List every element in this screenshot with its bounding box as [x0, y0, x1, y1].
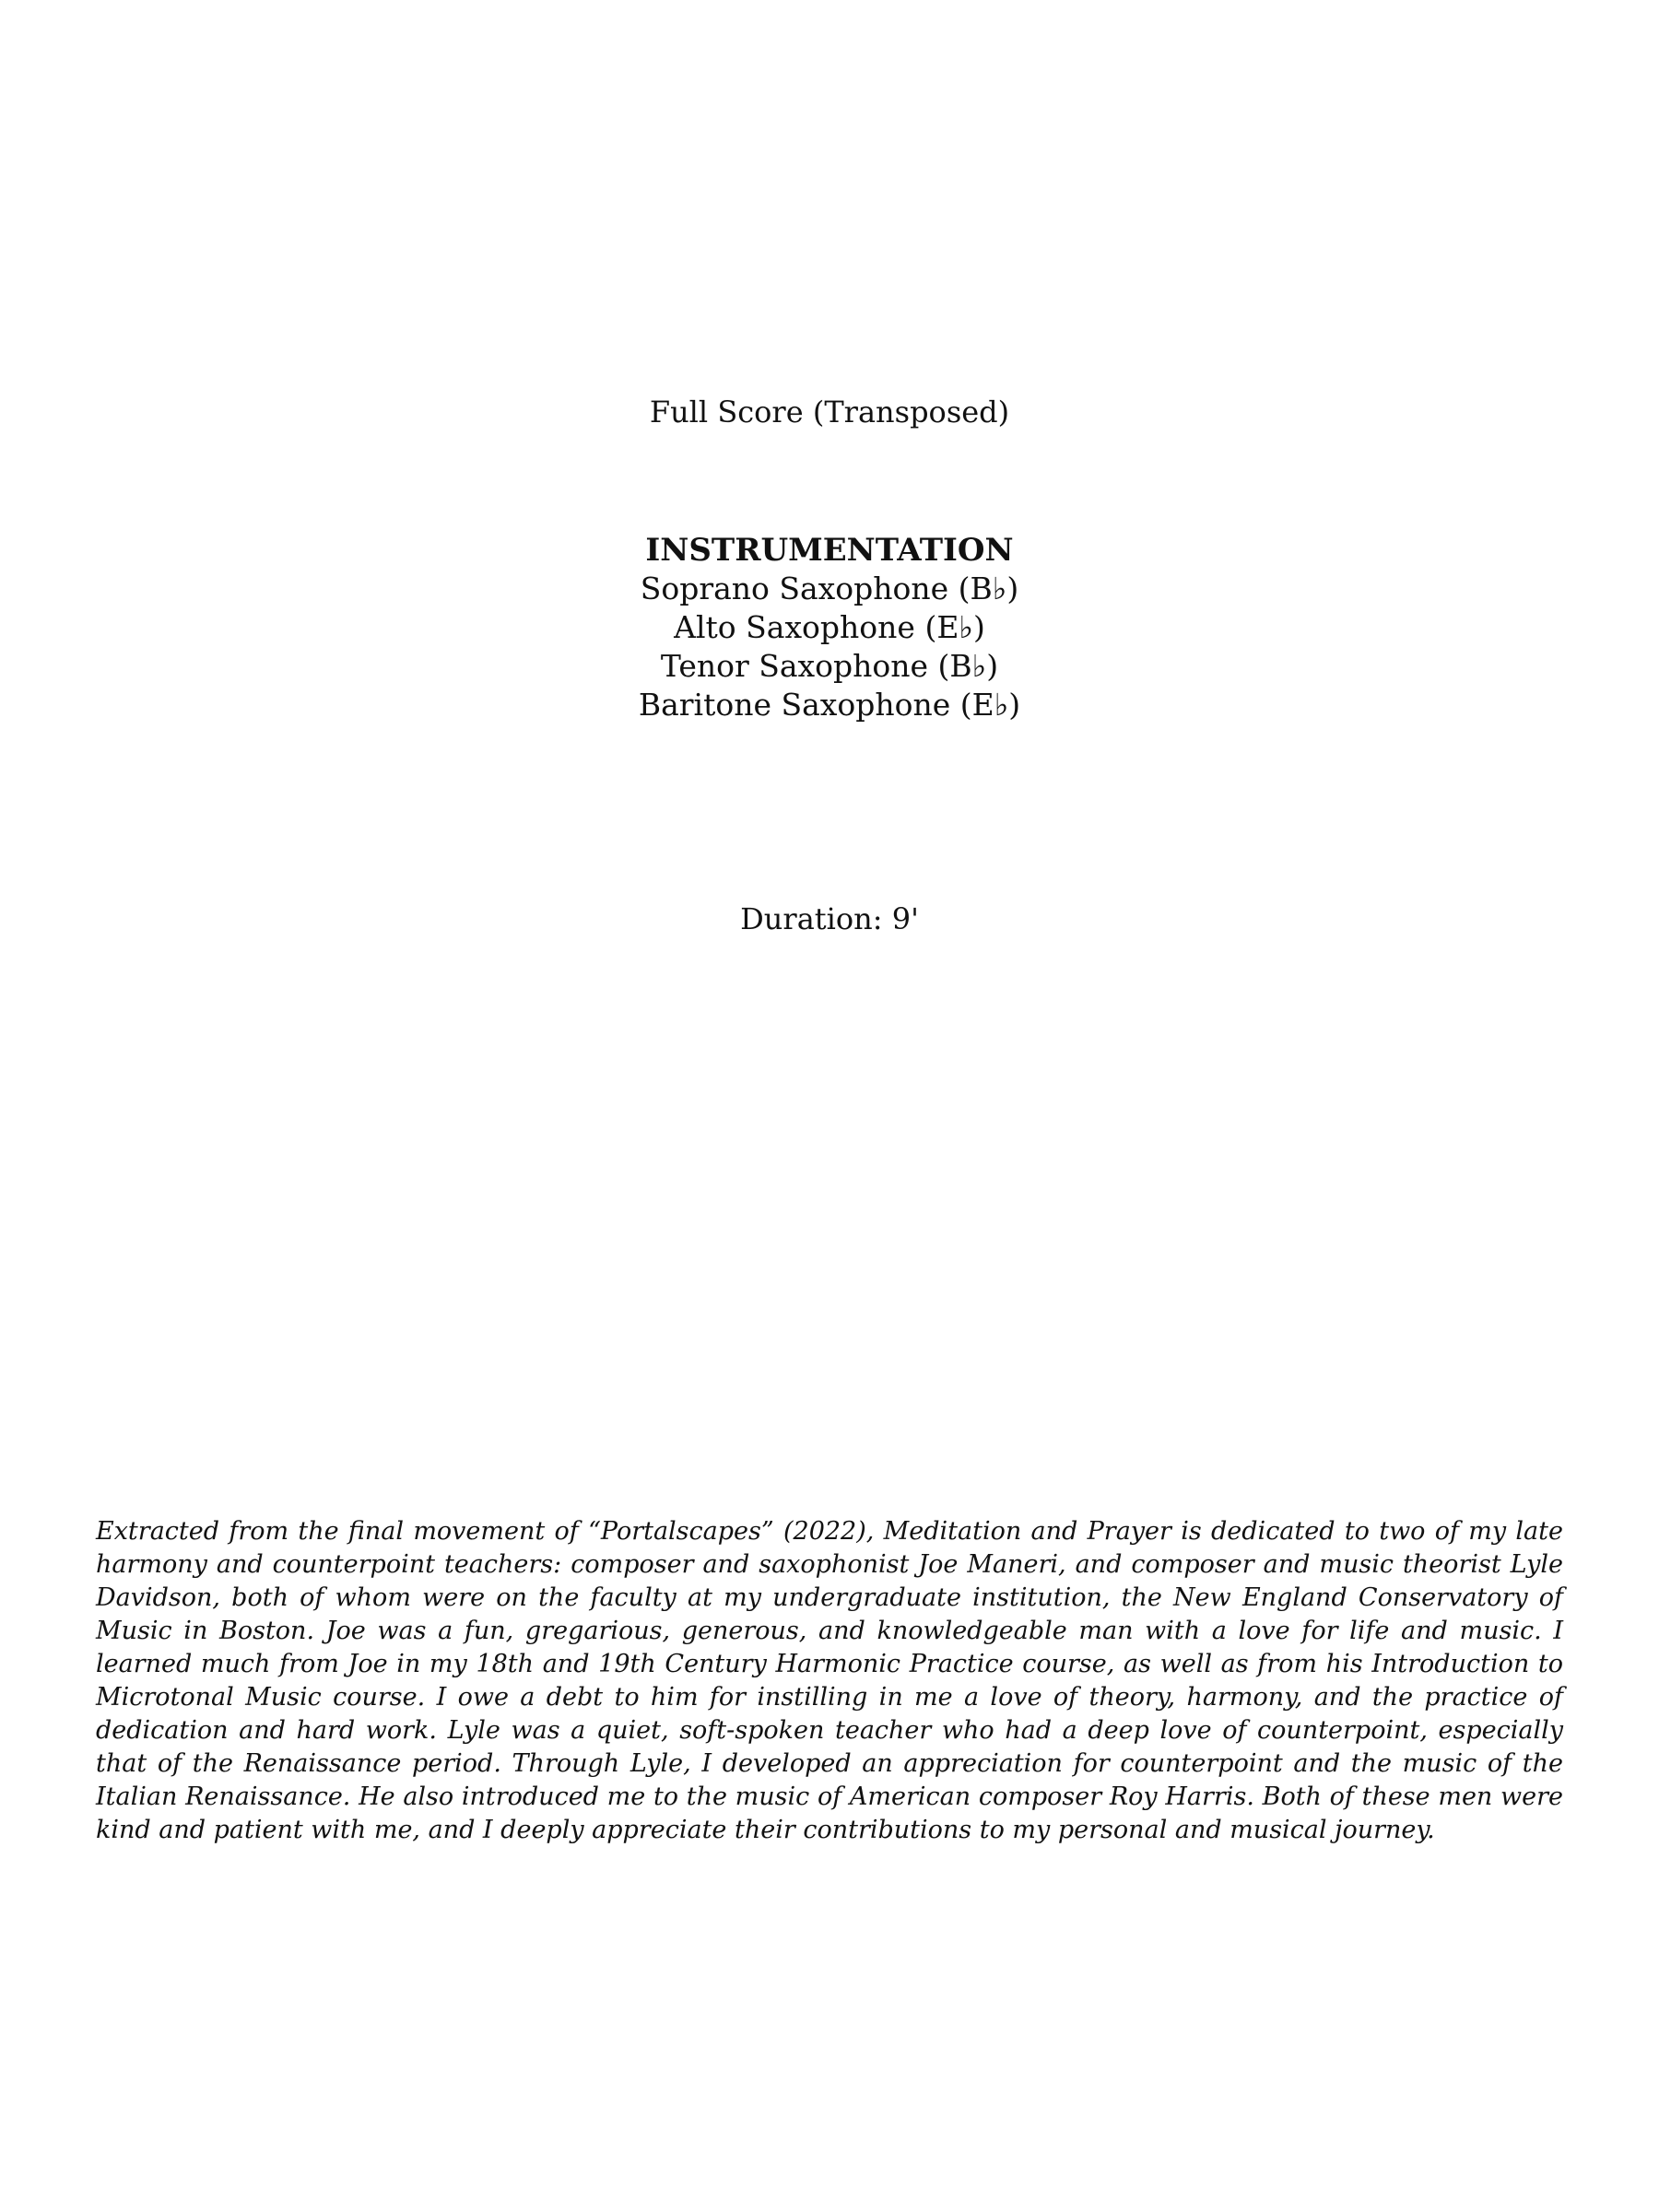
instrument-soprano-saxophone: Soprano Saxophone (B♭): [640, 570, 1019, 606]
score-type-label: Full Score (Transposed): [649, 394, 1010, 429]
duration-label: Duration: 9': [740, 901, 919, 936]
instrument-baritone-saxophone: Baritone Saxophone (E♭): [638, 686, 1021, 723]
instrumentation-section: [0, 532, 1659, 724]
instrument-alto-saxophone: Alto Saxophone (E♭): [674, 608, 985, 645]
instrument-tenor-saxophone: Tenor Saxophone (B♭): [660, 647, 999, 684]
instrument-list: [0, 570, 1659, 724]
instrumentation-heading: INSTRUMENTATION: [645, 532, 1014, 569]
dedication-paragraph: Extracted from the final movement of “Portalscapes” (2022), Meditation and Prayer is dedicated to two of my late harmony and counterpoint teachers: composer and saxophonist Joe Maneri, and composer and music theorist Lyle Davidson, both of whom were on the faculty at my undergraduate institution, the New England Conservatory of Music in Boston. Joe was a fun, gregarious, generous, and knowledgeable man with a love for life and music. I learned much from Joe in my 18th and 19th Century Harmonic Practice course, as well as from his Introduction to Microtonal Music course. I owe a debt to him for instilling in me a love of theory, harmony, and the practice of dedication and hard work. Lyle was a quiet, soft-spoken teacher who had a deep love of counterpoint, especially that of the Renaissance period. Through Lyle, I developed an appreciation for counterpoint and the music of the Italian Renaissance. He also introduced me to the music of American composer Roy Harris. Both of these men were kind and patient with me, and I deeply appreciate their contributions to my personal and musical journey.: [96, 1517, 1563, 1844]
